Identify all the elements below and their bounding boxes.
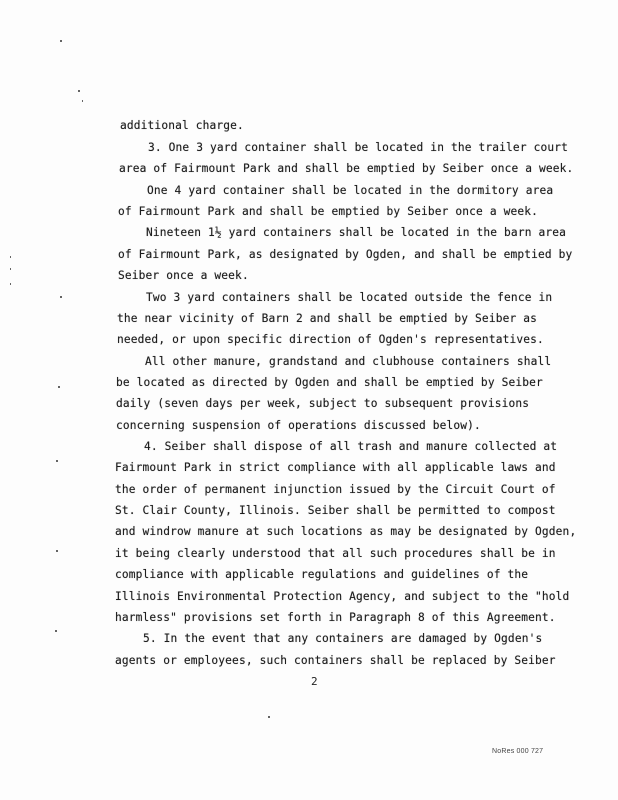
text-line: Fairmount Park in strict compliance with all applicable laws and	[115, 461, 556, 474]
text-line: harmless" provisions set forth in Paragraph 8 of this Agreement.	[115, 611, 556, 624]
text-line: 5. In the event that any containers are damaged by Ogden's	[143, 632, 543, 645]
text-line: Illinois Environmental Protection Agency, and subject to the "hold	[115, 590, 570, 603]
text-line: of Fairmount Park and shall be emptied by Seiber once a week.	[118, 205, 539, 218]
scan-speck	[56, 550, 58, 552]
text-line: Two 3 yard containers shall be located outside the fence in	[146, 291, 553, 304]
page-number: 2	[311, 675, 318, 688]
text-line: One 4 yard container shall be located in the dormitory area	[147, 184, 554, 197]
text-line: and windrow manure at such locations as may be designated by Ogden,	[115, 525, 577, 538]
scan-speck	[58, 386, 60, 388]
scan-speck	[10, 268, 11, 270]
text-line: of Fairmount Park, as designated by Ogden, and shall be emptied by	[118, 248, 573, 261]
text-line: All other manure, grandstand and clubhouse containers shall	[145, 355, 552, 368]
scan-speck	[55, 630, 57, 632]
text-line: area of Fairmount Park and shall be emptied by Seiber once a week.	[119, 162, 574, 175]
bates-number: NoRes 000 727	[492, 748, 544, 755]
text-line: concerning suspension of operations discussed below).	[116, 419, 481, 432]
text-line: the near vicinity of Barn 2 and shall be emptied by Seiber as	[117, 312, 538, 325]
scan-speck	[268, 716, 270, 718]
text-line: Nineteen 1½ yard containers shall be located in the barn area	[146, 226, 567, 239]
text-line: 3. One 3 yard container shall be located in the trailer court	[148, 141, 569, 154]
scan-speck	[60, 296, 62, 298]
scan-speck	[82, 100, 83, 102]
text-line: Seiber once a week.	[118, 269, 249, 282]
text-line: it being clearly understood that all such procedures shall be in	[115, 547, 556, 560]
text-line: daily (seven days per week, subject to subsequent provisions	[116, 397, 530, 410]
text-line: 4. Seiber shall dispose of all trash and manure collected at	[144, 440, 558, 453]
scan-speck	[60, 40, 62, 42]
scan-speck	[10, 283, 11, 285]
text-line: the order of permanent injunction issued by the Circuit Court of	[115, 483, 556, 496]
text-line: be located as directed by Ogden and shall be emptied by Seiber	[116, 376, 543, 389]
text-line: needed, or upon specific direction of Ogden's representatives.	[117, 333, 544, 346]
text-line: St. Clair County, Illinois. Seiber shall be permitted to compost	[115, 504, 556, 517]
scan-speck	[78, 90, 80, 92]
text-line: additional charge.	[120, 119, 244, 132]
text-line: agents or employees, such containers shall be replaced by Seiber	[115, 654, 556, 667]
scan-speck	[10, 256, 11, 258]
text-line: compliance with applicable regulations and guidelines of the	[115, 568, 529, 581]
scan-speck	[56, 460, 58, 462]
